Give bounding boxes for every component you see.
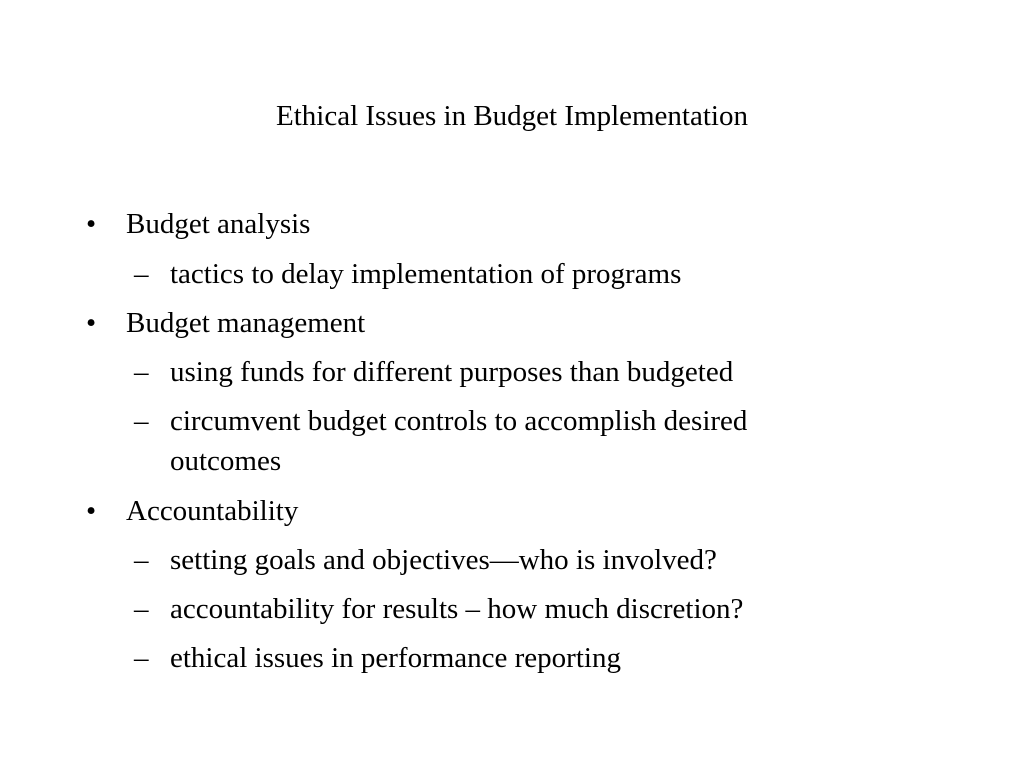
subitem-circumvent-line-2: outcomes [170, 445, 282, 477]
dash-icon: – [134, 356, 149, 388]
subitem-tactics-delay: tactics to delay implementation of programs [170, 258, 682, 290]
dash-icon: – [134, 405, 149, 437]
subitem-accountability-results: accountability for results – how much discretion? [170, 593, 744, 625]
bullet-item-accountability: Accountability [126, 495, 299, 527]
subitem-setting-goals: setting goals and objectives—who is involved? [170, 544, 717, 576]
dash-icon: – [134, 258, 149, 290]
bullet-item-budget-analysis: Budget analysis [126, 208, 311, 240]
slide-title: Ethical Issues in Budget Implementation [276, 100, 748, 132]
subitem-ethical-issues-reporting: ethical issues in performance reporting [170, 642, 621, 674]
bullet-icon: • [86, 495, 97, 527]
dash-icon: – [134, 593, 149, 625]
subitem-circumvent-line-1: circumvent budget controls to accomplish desired [170, 405, 748, 437]
dash-icon: – [134, 642, 149, 674]
dash-icon: – [134, 544, 149, 576]
bullet-icon: • [86, 208, 97, 240]
subitem-using-funds: using funds for different purposes than budgeted [170, 356, 734, 388]
bullet-item-budget-management: Budget management [126, 307, 366, 339]
bullet-icon: • [86, 307, 97, 339]
